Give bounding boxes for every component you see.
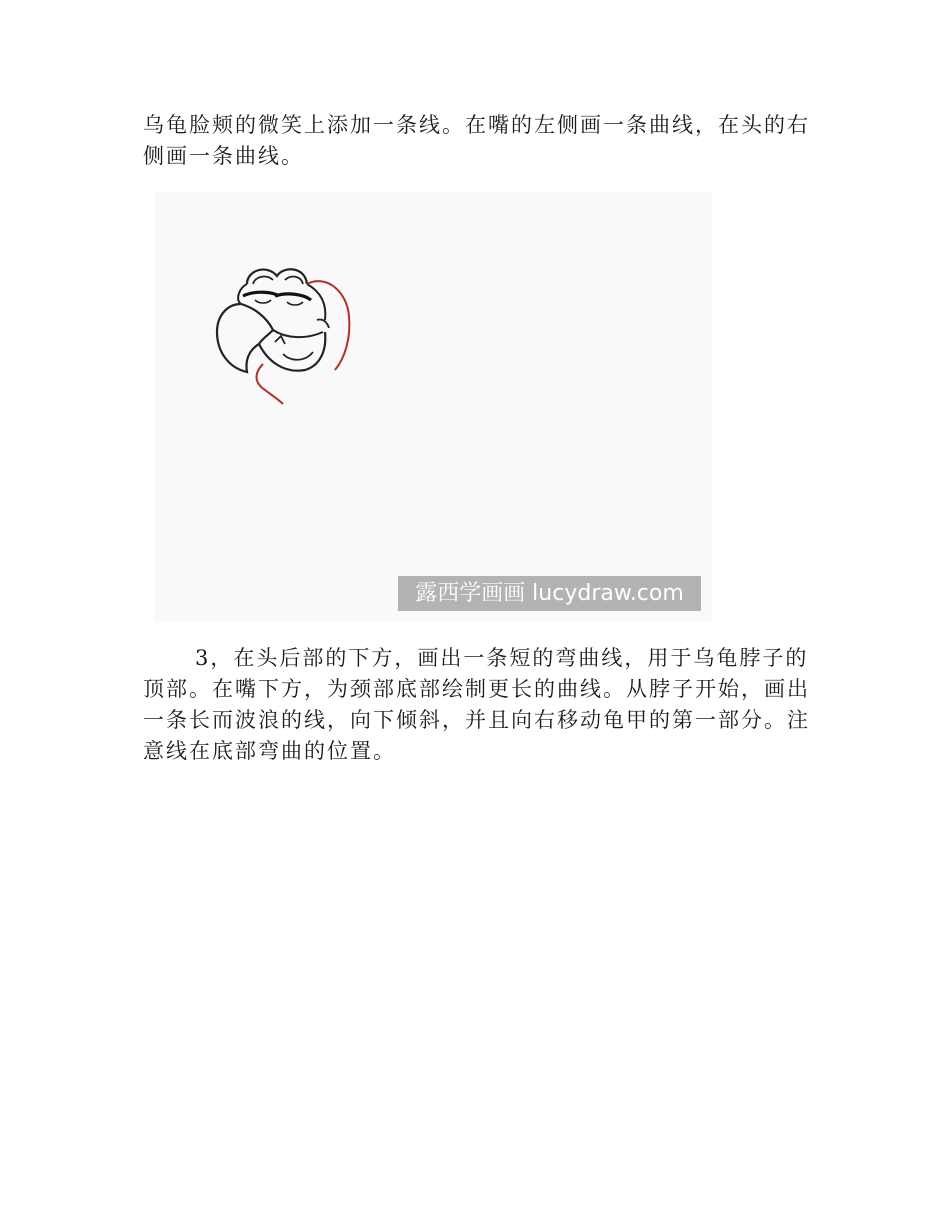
mouth-outline [259, 332, 325, 371]
instruction-paragraph-2: 3，在头后部的下方，画出一条短的弯曲线，用于乌龟脖子的顶部。在嘴下方，为颈部底部绘制更长的曲线。从脖子开始，画出一条长而波浪的线，向下倾斜，并且向右移动龟甲的第一部分。注意线在底部弯曲的位置。 [143, 646, 810, 763]
head-back [307, 284, 325, 320]
tooth [275, 336, 285, 344]
cheek-line [317, 319, 329, 328]
tongue [283, 352, 313, 360]
eye-inner-left [253, 277, 273, 284]
beak-lower [241, 304, 273, 344]
mouth-left-curve [257, 364, 284, 404]
watermark-label: 露西学画画 lucydraw.com [398, 576, 701, 611]
turtle-drawing-figure [155, 192, 712, 622]
eye-inner-right [285, 277, 303, 284]
eye-lower-left [255, 300, 271, 303]
eyelid-right [275, 294, 311, 300]
eyelid-left [243, 292, 279, 296]
eye-lower-right [287, 302, 303, 305]
beak-outline [217, 304, 259, 372]
instruction-paragraph-1: 乌龟脸颊的微笑上添加一条线。在嘴的左侧画一条曲线，在头的右侧画一条曲线。 [143, 113, 810, 168]
turtle-head-illustration [155, 192, 712, 622]
